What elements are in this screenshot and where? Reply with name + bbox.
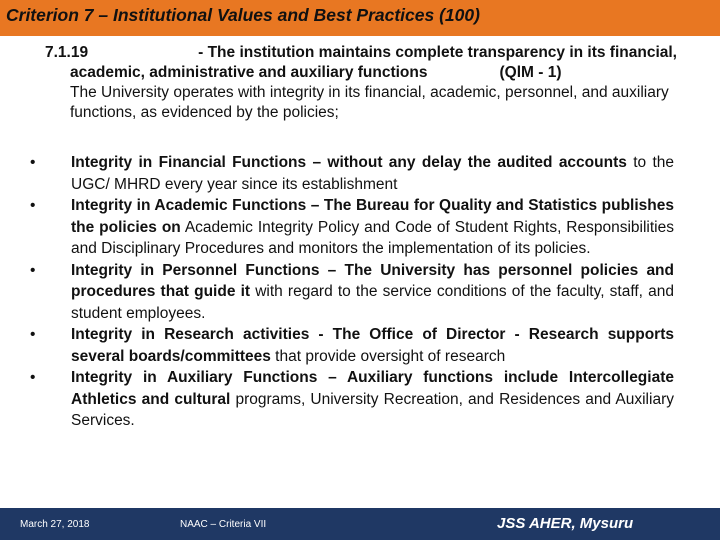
bullet-text: programs, University Recreation, and Residences and Auxiliary Services. bbox=[71, 390, 674, 429]
bullet-dot-icon: • bbox=[30, 197, 36, 214]
bullet-bold-text: Integrity in Research activities - The Office of Director - Research supports several boards/committees bbox=[71, 326, 674, 365]
slide-title: Criterion 7 – Institutional Values and Best Practices (100) bbox=[6, 5, 480, 25]
bullet-item bbox=[30, 195, 674, 260]
bullet-dot-icon: • bbox=[30, 154, 36, 171]
title-bar bbox=[0, 0, 720, 36]
bullet-item bbox=[30, 324, 674, 367]
bullet-text: that provide oversight of research bbox=[270, 347, 506, 365]
bullet-bold-text: Integrity in Auxiliary Functions – Auxiliary functions include Intercollegiate Athletics and cultural bbox=[71, 369, 674, 408]
bullet-item bbox=[30, 152, 674, 195]
footer-institution: JSS AHER, Mysuru bbox=[497, 515, 634, 532]
bullet-dot-icon: • bbox=[30, 369, 36, 386]
bullet-bold-text: Integrity in Personnel Functions – The University has personnel policies and procedures that guide it bbox=[71, 261, 674, 300]
footer-bar bbox=[0, 508, 720, 540]
heading-number: 7.1.19 bbox=[45, 44, 89, 61]
bullet-item bbox=[30, 260, 674, 325]
bullet-list bbox=[30, 152, 674, 432]
bullet-bold-text: Integrity in Academic Functions – The Bureau for Quality and Statistics publishes the policies on bbox=[71, 197, 674, 236]
footer-date: March 27, 2018 bbox=[20, 519, 90, 530]
heading-line-1 bbox=[45, 43, 677, 63]
bullet-text: Academic Integrity Policy and Code of Student Rights, Responsibilities and Disciplinary Procedures and monitors the implementation of its policies. bbox=[71, 218, 674, 257]
bullet-dot-icon: • bbox=[30, 326, 36, 343]
heading-code: (QlM - 1) bbox=[499, 64, 562, 81]
intro-paragraph: The University operates with integrity in its financial, academic, personnel, and auxiliary functions, as evidenced by the policies; bbox=[70, 84, 669, 121]
footer-course-label: NAAC – Criteria VII bbox=[180, 519, 267, 530]
heading-text-2: academic, administrative and auxiliary functions bbox=[70, 64, 428, 81]
bullet-text: to the UGC/ MHRD every year since its establishment bbox=[71, 154, 674, 193]
heading-block bbox=[45, 43, 677, 123]
bullet-bold-text: Integrity in Financial Functions – without any delay the audited accounts bbox=[71, 154, 627, 171]
bullet-text: with regard to the service conditions of the faculty, staff, and student employees. bbox=[71, 283, 674, 322]
bullet-item bbox=[30, 367, 674, 432]
heading-text-1: - The institution maintains complete transparency in its financial, bbox=[198, 44, 677, 61]
heading-line-2 bbox=[45, 63, 677, 83]
bullet-dot-icon: • bbox=[30, 261, 36, 279]
